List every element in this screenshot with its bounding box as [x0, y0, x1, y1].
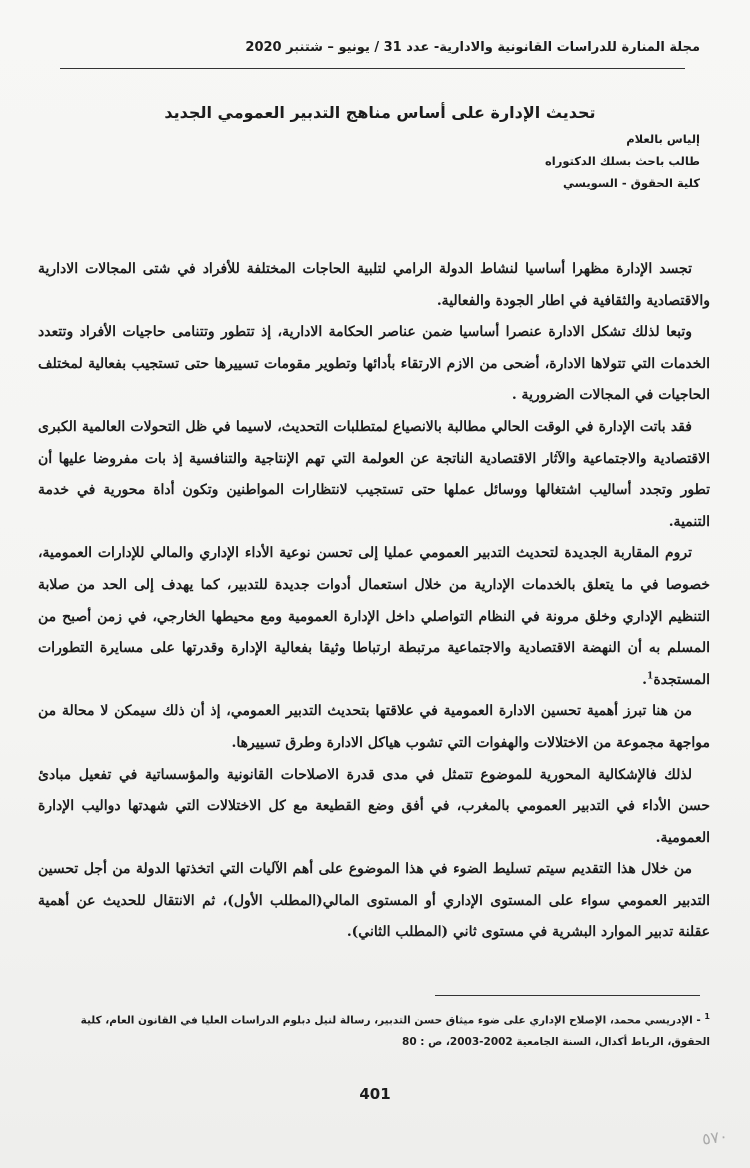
paragraph-text: تروم المقاربة الجديدة لتحديث التدبير العمومي عمليا إلى تحسن نوعية الأداء الإداري والمالي للإدارات العمومية، خصوصا في ما يتعلق بالخدمات الإدارية من خلال استعمال أدوات جديدة للتدبير، كما يهدف إلى الحد من صلابة التنظيم الإداري وخلق مرونة في النظام التواصلي داخل الإدارة العمومية ومع محيطها الخارجي، في زمن أصبح من المسلم به أن النهضة الاقتصادية والاجتماعية مرتبطة ارتباطا وثيقا بفعالية الإدارة وقدرتها على مسايرة التطورات المستجدة — [38, 545, 710, 688]
paragraph: وتبعا لذلك تشكل الادارة عنصرا أساسيا ضمن عناصر الحكامة الادارية، إذ تتطور وتتنامى حاجيات الأفراد وتتعدد الخدمات التي تتولاها الادارة، أضحى من الازم الارتقاء بأدائها وتطوير مقومات تسييرها حتى تستجيب بفعالية لمختلف الحاجيات في المجالات الضرورية . — [38, 324, 710, 404]
paragraph: لذلك فالإشكالية المحورية للموضوع تتمثل في مدى قدرة الاصلاحات القانونية والمؤسساتية في تفعيل مبادئ حسن الأداء في التدبير العمومي بالمغرب، في أفق وضع القطيعة مع كل الاختلالات التي شهدتها دواليب الإدارة العمومية. — [38, 766, 710, 846]
footnote-separator — [435, 995, 700, 996]
footnote-number: 1 — [704, 1012, 710, 1021]
author-name: إلياس بالعلام — [626, 132, 700, 146]
header-rule — [60, 68, 685, 69]
journal-header: مجلة المنارة للدراسات القانونية والادارية- عدد 31 / يونيو – شتنبر 2020 — [245, 40, 700, 55]
paragraph: تجسد الإدارة مظهرا أساسيا لنشاط الدولة الرامي لتلبية الحاجات المختلفة للأفراد في شتى المجالات الادارية والاقتصادية والثقافية في اطار الجودة والفعالية. — [38, 261, 710, 309]
paragraph: فقد باتت الإدارة في الوقت الحالي مطالبة بالانصياع لمتطلبات التحديث، لاسيما في ظل التحولات العالمية الكبرى الاقتصادية والاجتماعية والآثار الاقتصادية الناتجة عن العولمة التي تهم الإنتاجية والتنافسية إذ بات مفروضا عليها أن تطور وتجدد أساليب اشتغالها ووسائل عملها حتى تستجيب لانتظارات المواطنين وتكون أداة محورية في خدمة التنمية. — [38, 418, 710, 530]
footnote — [38, 1006, 710, 1053]
article-title: تحديث الإدارة على أساس مناهج التدبير العمومي الجديد — [164, 103, 596, 122]
paragraph-end-punctuation: . — [642, 671, 648, 688]
footnote-reference[interactable]: 1 — [647, 671, 654, 682]
article-body — [38, 254, 710, 949]
author-affiliation: كلية الحقوق - السويسي — [563, 176, 700, 190]
corner-mark: ٥٧٠ — [700, 1126, 729, 1149]
paragraph: من هنا تبرز أهمية تحسين الادارة العمومية في علاقتها بتحديث التدبير العمومي، إذ أن ذلك سيمكن لا محالة من مواجهة مجموعة من الاختلالات والهفوات التي تشوب هياكل الادارة وطرق تسييرها. — [38, 703, 710, 751]
paragraph-with-footnote — [38, 538, 710, 696]
author-position: طالب باحث بسلك الدكتوراه — [544, 154, 700, 168]
page-number: 401 — [359, 1085, 391, 1103]
footnote-text: - الإدريسي محمد، الإصلاح الإداري على ضوء ميثاق حسن التدبير، رسالة لنيل دبلوم الدراسات العليا في القانون العام، كلية الحقوق، الرباط أكدال، السنة الجامعية 2002-2003، ص : 80 — [80, 1014, 710, 1048]
paragraph: من خلال هذا التقديم سيتم تسليط الضوء في هذا الموضوع على أهم الآليات التي اتخذتها الدولة من أجل تحسين التدبير العمومي سواء على المستوى الإداري أو المستوى المالي(المطلب الأول)، ثم الانتقال للحديث عن أهمية عقلنة تدبير الموارد البشرية في مستوى ثاني (المطلب الثاني). — [38, 861, 710, 941]
author-block — [300, 128, 700, 194]
